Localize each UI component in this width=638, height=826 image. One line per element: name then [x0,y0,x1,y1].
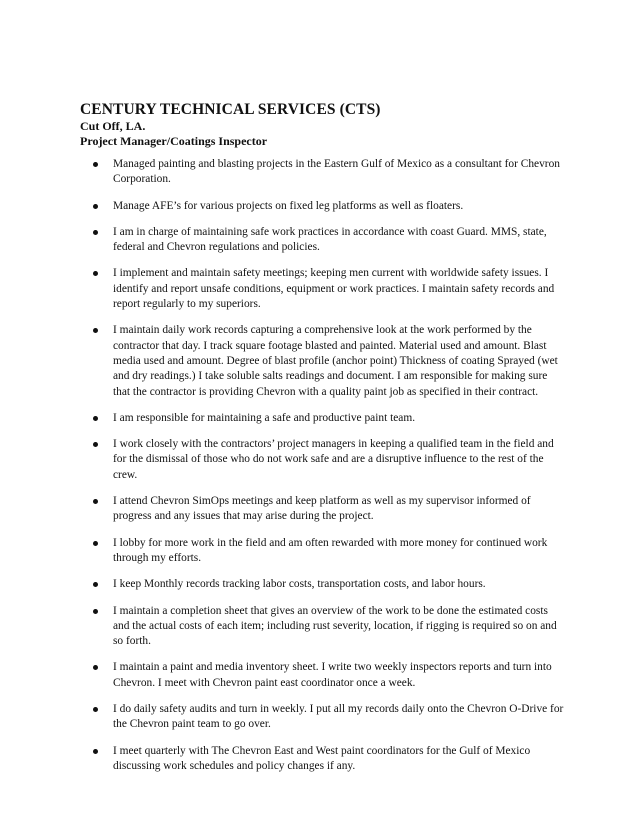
bullet-icon [93,162,98,167]
list-item-text: I attend Chevron SimOps meetings and keep platform as well as my supervisor informed of progress and any issues that may arise during the project. [113,495,531,523]
list-item-text: Manage AFE’s for various projects on fixed leg platforms as well as floaters. [113,199,464,212]
bullet-icon [93,707,98,712]
job-title: Project Manager/Coatings Inspector [80,134,268,148]
list-item-text: I work closely with the contractors’ project managers in keeping a qualified team in the field and for the dismissal of those who do not work safe and are a disruptive influence to the rest of the crew. [113,438,554,481]
list-item-text: I maintain daily work records capturing a comprehensive look at the work performed by the contractor that day. I track square footage blasted and painted. Material used and amount. Blast media used and amount. Degree of blast profile (anchor point) Thickness of coating Sprayed (wet and dry readings.) I take soluble salts readings and document. I am responsible for making sure that the contractor is providing Chevron with a quality paint job as specified in their contract. [113,324,558,398]
list-item-text: I meet quarterly with The Chevron East and West paint coordinators for the Gulf of Mexico discussing work schedules and policy changes if any. [113,744,531,772]
list-item [80,323,564,399]
bullet-icon [93,609,98,614]
list-item [80,266,564,312]
list-item [80,199,564,214]
bullet-icon [93,204,98,209]
list-item-text: I keep Monthly records tracking labor costs, transportation costs, and labor hours. [113,578,486,591]
list-item [80,411,564,426]
bullet-icon [93,541,98,546]
bullet-icon [93,582,98,587]
list-item [80,660,564,691]
list-item-text: I am in charge of maintaining safe work practices in accordance with coast Guard. MMS, state, federal and Chevron regulations and policies. [113,225,547,254]
list-item [80,577,564,592]
list-item [80,536,564,567]
bullet-icon [93,271,98,276]
list-item-text: I maintain a completion sheet that gives an overview of the work to be done the estimated costs and the actual costs of each item; including rust severity, location, if rigging is required so on and so forth. [113,604,557,648]
company-name: CENTURY TECHNICAL SERVICES (CTS) [80,101,381,118]
list-item-text: I lobby for more work in the field and am often rewarded with more money for continued work through my efforts. [113,536,548,564]
bullet-icon [93,749,98,754]
list-item [80,702,564,733]
company-location: Cut Off, LA. [80,119,146,133]
resume-section [80,101,564,785]
bullet-icon [93,665,98,670]
list-item-text: I am responsible for maintaining a safe and productive paint team. [113,411,416,424]
list-item-text: I maintain a paint and media inventory sheet. I write two weekly inspectors reports and turn into Chevron. I meet with Chevron paint east coordinator once a week. [113,661,552,689]
bullet-icon [93,328,98,333]
list-item [80,604,564,650]
bullet-icon [93,499,98,504]
list-item [80,225,564,256]
list-item [80,744,564,775]
bullet-icon [93,416,98,421]
responsibilities-list [80,157,564,774]
list-item-text: Managed painting and blasting projects in the Eastern Gulf of Mexico as a consultant for Chevron Corporation. [113,158,560,186]
bullet-icon [93,442,98,447]
list-item [80,494,564,525]
list-item [80,437,564,483]
list-item-text: I implement and maintain safety meetings; keeping men current with worldwide safety issues. I identify and report unsafe conditions, equipment or work practices. I maintain safety records and report regularly to my superiors. [113,267,555,311]
bullet-icon [93,230,98,235]
list-item-text: I do daily safety audits and turn in weekly. I put all my records daily onto the Chevron O-Drive for the Chevron paint team to go over. [113,703,564,731]
list-item [80,157,564,188]
